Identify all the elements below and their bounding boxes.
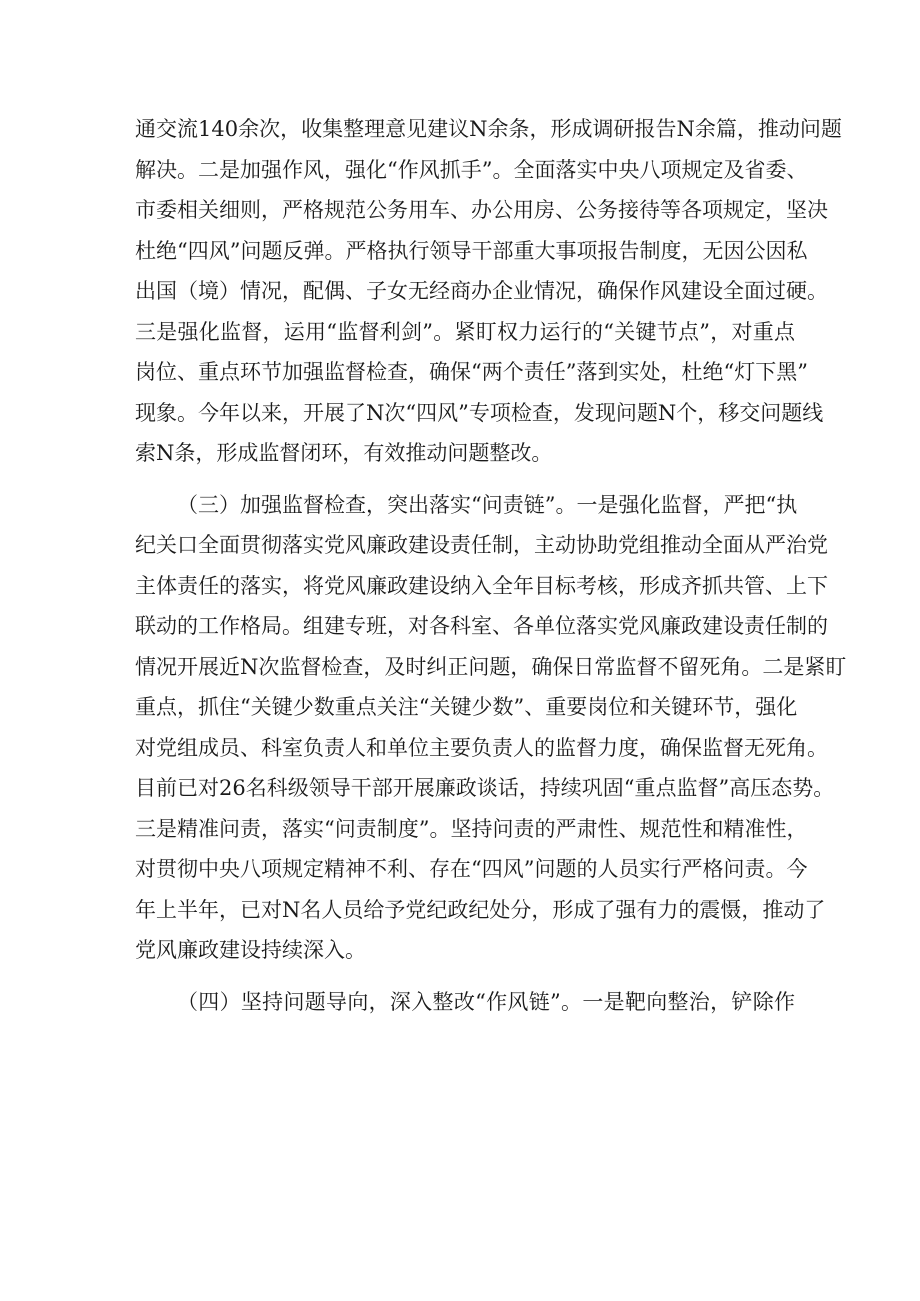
text-line: 出国（境）情况，配偶、子女无经商办企业情况，确保作风建设全面过硬。 <box>135 279 828 303</box>
text-line: 索N条，形成监督闭环，有效推动问题整改。 <box>135 441 553 465</box>
text-line: 主体责任的落实，将党风廉政建设纳入全年目标考核，形成齐抓共管、上下 <box>135 573 828 598</box>
paragraph-gap <box>135 474 795 485</box>
text-line: 现象。今年以来，开展了N次“四风”专项检查，发现问题N个，移交问题线 <box>135 400 824 425</box>
text-line: 三是强化监督，运用“监督利剑”。紧盯权力运行的“关键节点”，对重点 <box>135 319 795 344</box>
paragraph-2 <box>135 485 847 971</box>
text-line: 目前已对26名科级领导干部开展廉政谈话，持续巩固“重点监督”高压态势。 <box>135 776 835 800</box>
text-line: 三是精准问责，落实“问责制度”。坚持问责的严肃性、规范性和精准性， <box>135 816 808 841</box>
text-line: 市委相关细则，严格规范公务用车、办公用房、公务接待等各项规定，坚决 <box>135 198 828 222</box>
paragraph-1 <box>135 109 842 474</box>
text-line: 杜绝“四风”问题反弹。严格执行领导干部重大事项报告制度，无因公因私 <box>135 238 808 263</box>
text-line: 对贯彻中央八项规定精神不利、存在“四风”问题的人员实行严格问责。今 <box>135 857 808 881</box>
text-line: （三）加强监督检查，突出落实“问责链”。一是强化监督，严把“执 <box>177 492 798 517</box>
text-line: 年上半年，已对N名人员给予党纪政纪处分，形成了强有力的震慑，推动了 <box>135 897 826 922</box>
text-line: 岗位、重点环节加强监督检查，确保“两个责任”落到实处，杜绝“灯下黑” <box>135 360 808 384</box>
paragraph-gap <box>135 971 795 982</box>
text-line: 重点，抓住“关键少数重点关注“关键少数”、重要岗位和关键环节，强化 <box>135 695 798 719</box>
text-line: 解决。二是加强作风，强化“作风抓手”。全面落实中央八项规定及省委、 <box>135 157 808 182</box>
text-line: 纪关口全面贯彻落实党风廉政建设责任制，主动协助党组推动全面从严治党 <box>135 533 828 557</box>
paragraph-3 <box>135 982 795 1023</box>
text-line: 党风廉政建设持续深入。 <box>135 938 366 962</box>
text-line: 联动的工作格局。组建专班，对各科室、各单位落实党风廉政建设责任制的 <box>135 614 828 638</box>
text-line: 对党组成员、科室负责人和单位主要负责人的监督力度，确保监督无死角。 <box>135 735 828 760</box>
document-body <box>135 109 847 1022</box>
text-line: 情况开展近N次监督检查，及时纠正问题，确保日常监督不留死角。二是紧盯 <box>135 654 847 679</box>
text-line: 通交流140余次，收集整理意见建议N余条，形成调研报告N余篇，推动问题 <box>135 117 842 141</box>
text-line: （四）坚持问题导向，深入整改“作风链”。一是靶向整治，铲除作 <box>177 989 795 1014</box>
